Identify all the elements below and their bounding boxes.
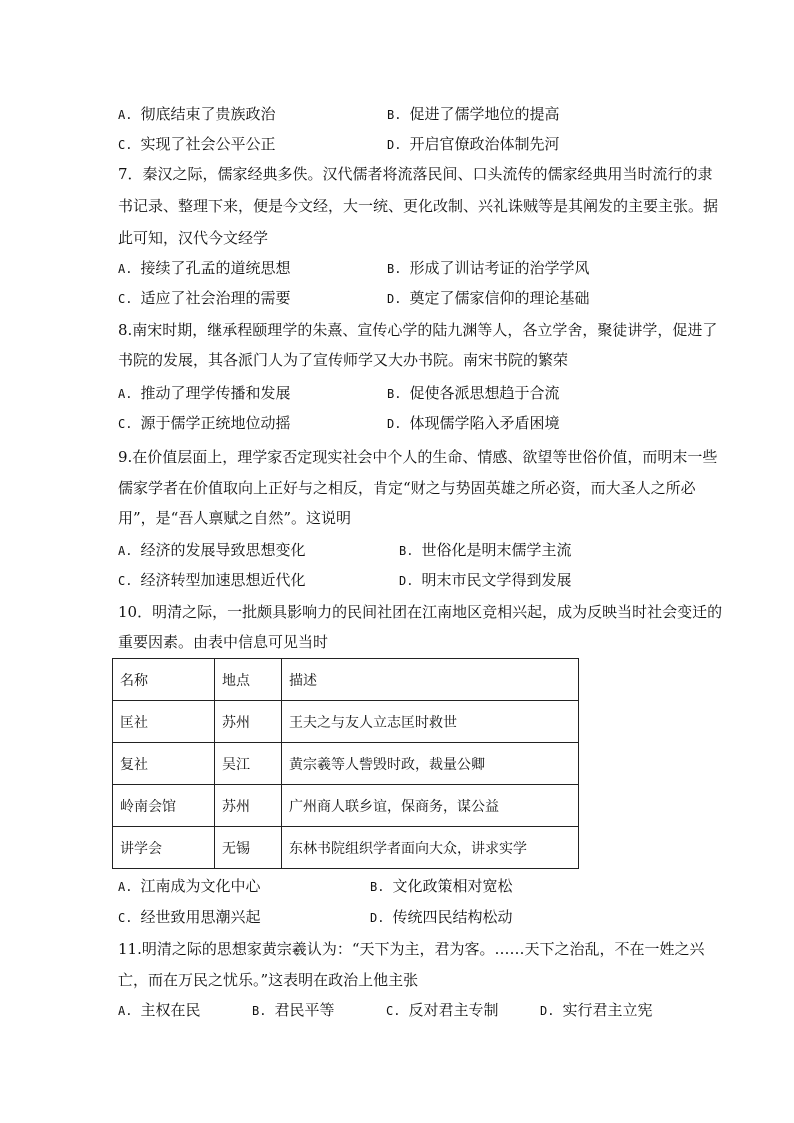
header-description: 描述 xyxy=(282,659,579,701)
option-a: A. 江南成为文化中心 xyxy=(118,877,261,895)
option-a: A. 接续了孔孟的道统思想 xyxy=(118,259,291,277)
table-cell: 苏州 xyxy=(215,701,282,743)
option-d: D. 奠定了儒家信仰的理论基础 xyxy=(387,289,590,307)
table-cell: 广州商人联乡谊，保商务，谋公益 xyxy=(282,785,579,827)
table-cell: 岭南会馆 xyxy=(113,785,215,827)
option-b: B. 促进了儒学地位的提高 xyxy=(387,105,560,123)
table-cell: 讲学会 xyxy=(113,827,215,869)
question-7-line-2: 书记录、整理下来，便是今文经，大一统、更化改制、兴礼诛贼等是其阐发的主要主张。据 xyxy=(118,197,719,215)
table-cell: 无锡 xyxy=(215,827,282,869)
option-d: D. 传统四民结构松动 xyxy=(370,908,513,926)
option-a: A. 彻底结束了贵族政治 xyxy=(118,105,276,123)
option-a: A. 主权在民 xyxy=(118,1001,201,1019)
table-cell: 王夫之与友人立志匡时救世 xyxy=(282,701,579,743)
option-b: B. 促使各派思想趋于合流 xyxy=(387,384,560,402)
table-row xyxy=(113,785,579,827)
option-d: D. 实行君主立宪 xyxy=(540,1001,653,1019)
table-cell: 东林书院组织学者面向大众，讲求实学 xyxy=(282,827,579,869)
header-name: 名称 xyxy=(113,659,215,701)
option-b: B. 君民平等 xyxy=(252,1001,335,1019)
option-b: B. 世俗化是明末儒学主流 xyxy=(399,541,572,559)
question-11-line-2: 亡，而在万民之忧乐。”这表明在政治上他主张 xyxy=(118,971,419,989)
question-9-line-1: 9.在价值层面上，理学家否定现实社会中个人的生命、情感、欲望等世俗价值，而明末一些 xyxy=(118,448,718,466)
option-c: C. 经世致用思潮兴起 xyxy=(118,908,261,926)
table-cell: 复社 xyxy=(113,743,215,785)
question-7-line-3: 此可知，汉代今文经学 xyxy=(118,229,269,247)
question-8-line-1: 8.南宋时期，继承程颐理学的朱熹、宣传心学的陆九渊等人，各立学舍，聚徒讲学，促进了 xyxy=(118,321,718,339)
table-cell: 匡社 xyxy=(113,701,215,743)
question-10-line-1: 10．明清之际，一批颇具影响力的民间社团在江南地区竞相兴起，成为反映当时社会变迁的 xyxy=(118,603,723,621)
option-b: B. 文化政策相对宽松 xyxy=(370,877,513,895)
table-cell: 黄宗羲等人訾毁时政，裁量公卿 xyxy=(282,743,579,785)
option-c: C. 源于儒学正统地位动摇 xyxy=(118,414,291,432)
table-row xyxy=(113,743,579,785)
option-d: D. 体现儒学陷入矛盾困境 xyxy=(387,414,560,432)
table-row xyxy=(113,827,579,869)
society-table xyxy=(112,658,579,869)
option-c: C. 适应了社会治理的需要 xyxy=(118,289,291,307)
option-d: D. 开启官僚政治体制先河 xyxy=(387,135,560,153)
option-c: C. 反对君主专制 xyxy=(386,1001,499,1019)
table-header-row xyxy=(113,659,579,701)
question-9-line-2: 儒家学者在价值取向上正好与之相反，肯定“财之与势固英雄之所必资，而大圣人之所必 xyxy=(118,479,696,497)
option-a: A. 推动了理学传播和发展 xyxy=(118,384,291,402)
option-c: C. 实现了社会公平公正 xyxy=(118,135,276,153)
table-row xyxy=(113,701,579,743)
option-b: B. 形成了训诂考证的治学学风 xyxy=(387,259,590,277)
table-cell: 苏州 xyxy=(215,785,282,827)
option-a: A. 经济的发展导致思想变化 xyxy=(118,541,306,559)
table-cell: 吴江 xyxy=(215,743,282,785)
header-location: 地点 xyxy=(215,659,282,701)
question-9-line-3: 用”，是“吾人禀赋之自然”。这说明 xyxy=(118,509,352,527)
question-8-line-2: 书院的发展，其各派门人为了宣传师学又大办书院。南宋书院的繁荣 xyxy=(118,351,569,369)
question-11-line-1: 11.明清之际的思想家黄宗羲认为：“天下为主，君为客。……天下之治乱，不在一姓之兴 xyxy=(118,940,705,958)
question-7-line-1: 7．秦汉之际，儒家经典多佚。汉代儒者将流落民间、口头流传的儒家经典用当时流行的隶 xyxy=(118,165,713,183)
option-c: C. 经济转型加速思想近代化 xyxy=(118,571,306,589)
question-10-line-2: 重要因素。由表中信息可见当时 xyxy=(118,633,329,651)
option-d: D. 明末市民文学得到发展 xyxy=(399,571,572,589)
